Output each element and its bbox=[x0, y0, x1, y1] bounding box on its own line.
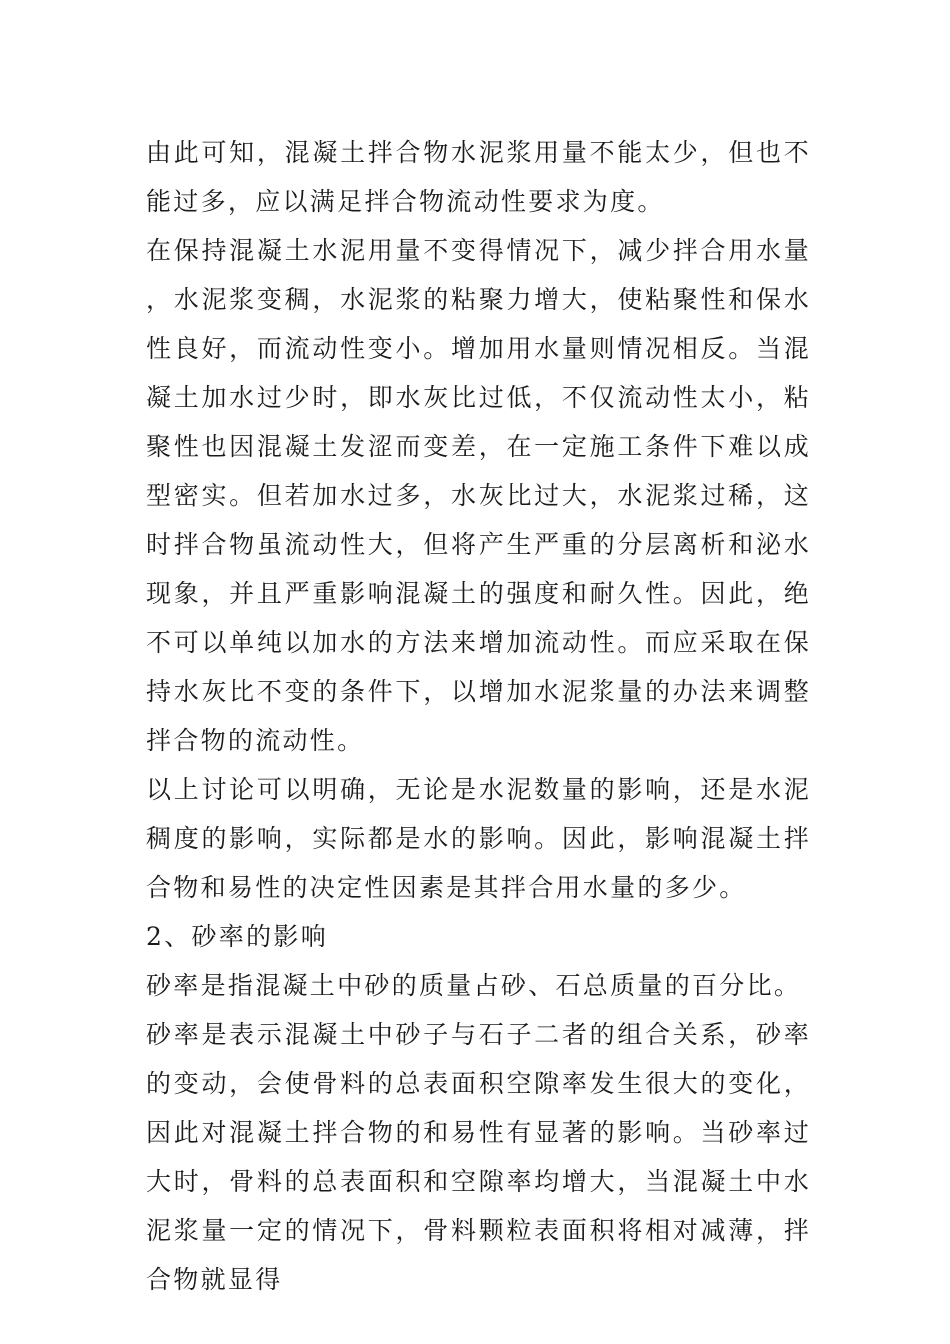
paragraph-sand-ratio-effect: 砂率是表示混凝土中砂子与石子二者的组合关系，砂率的变动，会使骨料的总表面积空隙率发生很大的变化，因此对混凝土拌合物的和易性有显著的影响。当砂率过大时，骨料的总表面积和空隙率均增大，当混凝土中水泥浆量一定的情况下，骨料颗粒表面积将相对减薄，拌合物就显得 bbox=[146, 1020, 811, 1294]
paragraph-water-amount: 在保持混凝土水泥用量不变得情况下，减少拌合用水量，水泥浆变稠，水泥浆的粘聚力增大，使粘聚性和保水性良好，而流动性变小。增加用水量则情况相反。当混凝土加水过少时，即水灰比过低，不仅流动性太小，粘聚性也因混凝土发涩而变差，在一定施工条件下难以成型密实。但若加水过多，水灰比过大，水泥浆过稀，这时拌合物虽流动性大，但将产生严重的分层离析和泌水现象，并且严重影响混凝土的强度和耐久性。因此，绝不可以单纯以加水的方法来增加流动性。而应采取在保持水灰比不变的条件下，以增加水泥浆量的办法来调整拌合物的流动性。 bbox=[146, 236, 811, 755]
paragraph-conclusion: 以上讨论可以明确，无论是水泥数量的影响，还是水泥稠度的影响，实际都是水的影响。因此，影响混凝土拌合物和易性的决定性因素是其拌合用水量的多少。 bbox=[146, 775, 811, 902]
document-body bbox=[146, 128, 811, 1304]
paragraph-sand-ratio-definition: 砂率是指混凝土中砂的质量占砂、石总质量的百分比。 bbox=[146, 971, 802, 1000]
paragraph-cement-paste-amount: 由此可知，混凝土拌合物水泥浆用量不能太少，但也不能过多，应以满足拌合物流动性要求为度。 bbox=[146, 138, 811, 216]
section-heading-sand-ratio: 2、砂率的影响 bbox=[146, 922, 329, 951]
